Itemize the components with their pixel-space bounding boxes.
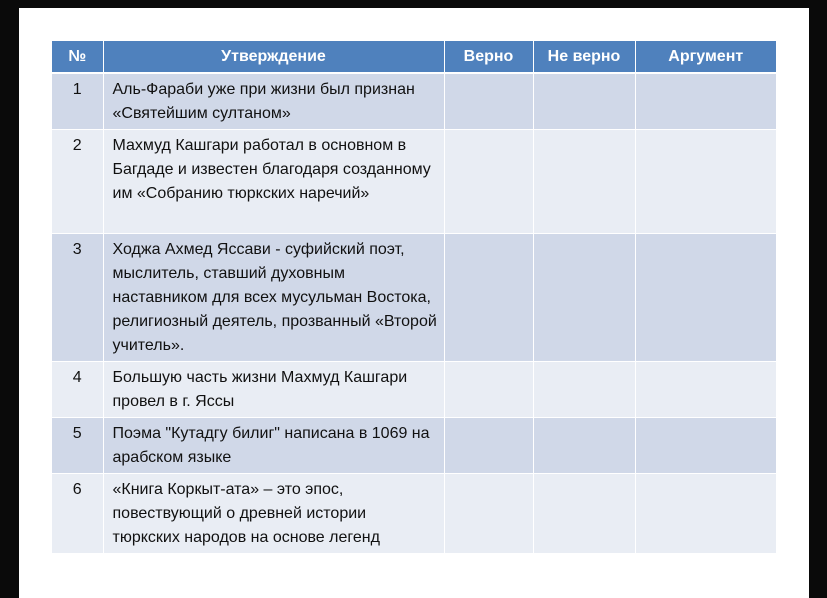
header-row (52, 41, 776, 73)
cell-argument[interactable] (635, 73, 776, 130)
cell-true[interactable] (444, 474, 533, 554)
header-num: № (52, 41, 103, 73)
row-number: 5 (52, 418, 103, 474)
row-statement: Ходжа Ахмед Яссави - суфийский поэт, мыслитель, ставший духовным наставником для всех мусульман Востока, религиозный деятель, прозванный «Второй учитель». (103, 234, 444, 362)
row-number: 1 (52, 73, 103, 130)
table-row (52, 234, 776, 362)
cell-false[interactable] (533, 474, 635, 554)
table-row (52, 418, 776, 474)
header-statement: Утверждение (103, 41, 444, 73)
row-statement: Большую часть жизни Махмуд Кашгари провел в г. Яссы (103, 362, 444, 418)
table-row (52, 73, 776, 130)
cell-true[interactable] (444, 418, 533, 474)
cell-false[interactable] (533, 362, 635, 418)
row-number: 3 (52, 234, 103, 362)
header-false: Не верно (533, 41, 635, 73)
table-row (52, 130, 776, 234)
header-true: Верно (444, 41, 533, 73)
row-number: 6 (52, 474, 103, 554)
cell-argument[interactable] (635, 130, 776, 234)
slide (19, 8, 809, 598)
cell-false[interactable] (533, 234, 635, 362)
cell-false[interactable] (533, 73, 635, 130)
cell-false[interactable] (533, 418, 635, 474)
row-statement: Аль-Фараби уже при жизни был признан «Святейшим султаном» (103, 73, 444, 130)
cell-argument[interactable] (635, 418, 776, 474)
row-number: 2 (52, 130, 103, 234)
row-statement: «Книга Коркыт-ата» – это эпос, повествующий о древней истории тюркских народов на основе легенд (103, 474, 444, 554)
cell-false[interactable] (533, 130, 635, 234)
cell-argument[interactable] (635, 362, 776, 418)
cell-argument[interactable] (635, 234, 776, 362)
cell-argument[interactable] (635, 474, 776, 554)
cell-true[interactable] (444, 362, 533, 418)
cell-true[interactable] (444, 130, 533, 234)
cell-true[interactable] (444, 73, 533, 130)
table-row (52, 362, 776, 418)
header-argument: Аргумент (635, 41, 776, 73)
row-number: 4 (52, 362, 103, 418)
row-statement: Поэма "Кутадгу билиг" написана в 1069 на арабском языке (103, 418, 444, 474)
cell-true[interactable] (444, 234, 533, 362)
row-statement: Махмуд Кашгари работал в основном в Багдаде и известен благодаря созданному им «Собранию тюркских наречий» (103, 130, 444, 234)
true-false-table (52, 41, 776, 554)
table-row (52, 474, 776, 554)
